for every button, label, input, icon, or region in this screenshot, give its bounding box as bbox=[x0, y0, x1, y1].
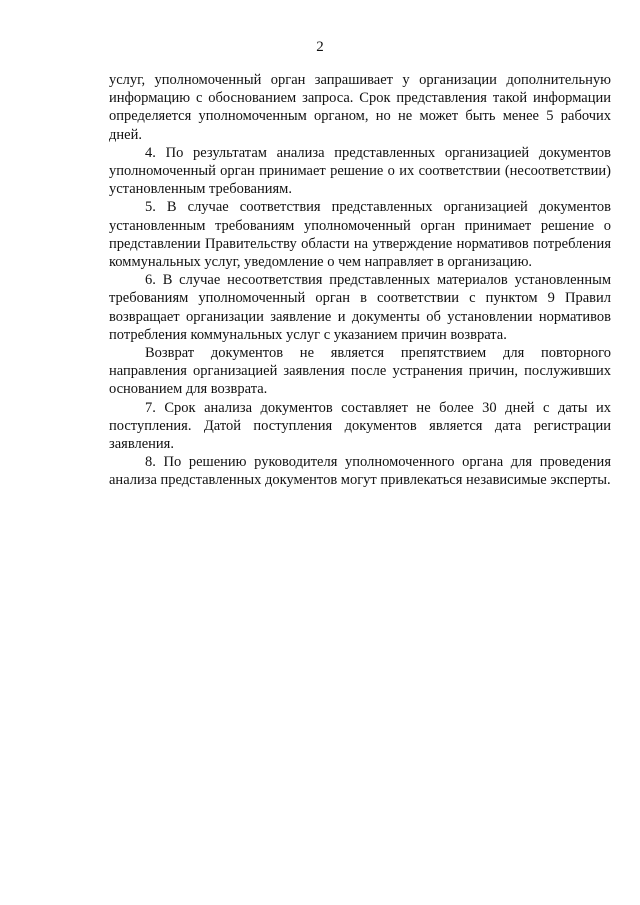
page-number: 2 bbox=[316, 39, 324, 55]
paragraph-item-7: 7. Срок анализа документов составляет не более 30 дней с даты их поступления. Датой поступления документов является дата регистрации заявления. bbox=[109, 399, 611, 453]
paragraph-item-6: 6. В случае несоответствия представленных материалов установленным требованиям уполномоченный орган в соответствии с пунктом 9 Правил возвращает организации заявление и документы об установлении нормативов потребления коммунальных услуг с указанием причин возврата. bbox=[109, 272, 611, 343]
paragraph-continuation: услуг, уполномоченный орган запрашивает у организации дополнительную информацию с обоснованием запроса. Срок представления такой информации определяется уполномоченным органом, но не может быть менее 5 рабочих дней. bbox=[109, 72, 611, 143]
paragraph-item-5: 5. В случае соответствия представленных организацией документов установленным требованиям уполномоченный орган принимает решение о представлении Правительству области на утверждение нормативов потребления коммунальных услуг, уведомление о чем направляет в организацию. bbox=[109, 199, 611, 271]
paragraph-item-4: 4. По результатам анализа представленных организацией документов уполномоченный орган принимает решение о их соответствии (несоответствии) установленным требованиям. bbox=[109, 144, 611, 198]
paragraph-item-8: 8. По решению руководителя уполномоченного органа для проведения анализа представленных документов могут привлекаться независимые эксперты. bbox=[109, 454, 611, 489]
paragraph-item-6-return: Возврат документов не является препятствием для повторного направления организацией заявления после устранения причин, послуживших основанием для возврата. bbox=[109, 345, 611, 398]
document-body bbox=[109, 71, 611, 490]
